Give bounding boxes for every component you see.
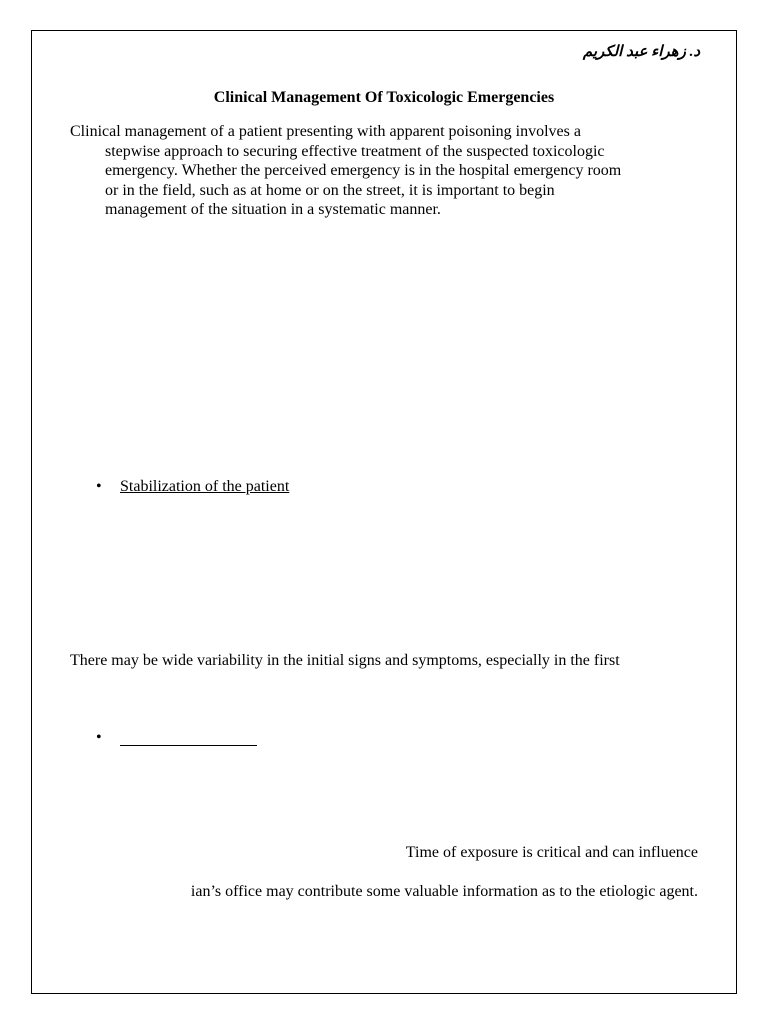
bullet-label: Stabilization of the patient — [120, 478, 290, 495]
office-paragraph: ian’s office may contribute some valuable information as to the etiologic agent. — [190, 883, 698, 900]
intro-line: stepwise approach to securing effective treatment of the suspected toxicologic — [105, 142, 605, 160]
intro-paragraph — [70, 122, 710, 220]
intro-line: or in the field, such as at home or on the street, it is important to begin — [105, 181, 555, 199]
bullet-marker: • — [96, 478, 102, 495]
variability-paragraph: There may be wide variability in the initial signs and symptoms, especially in the first — [70, 652, 620, 669]
exposure-paragraph: Time of exposure is critical and can influence — [405, 844, 698, 861]
bullet-blank — [96, 729, 257, 747]
intro-line: management of the situation in a systematic manner. — [105, 201, 441, 218]
bullet-marker: • — [96, 729, 102, 746]
author-name: د. زهراء عبد الكريم — [582, 44, 700, 60]
intro-line: emergency. Whether the perceived emergency is in the hospital emergency room — [105, 162, 622, 179]
intro-line: Clinical management of a patient presenting with apparent poisoning involves a — [70, 123, 581, 140]
bullet-stabilization — [96, 478, 289, 496]
blank-underline — [120, 729, 257, 746]
document-title: Clinical Management Of Toxicologic Emergencies — [213, 89, 555, 106]
